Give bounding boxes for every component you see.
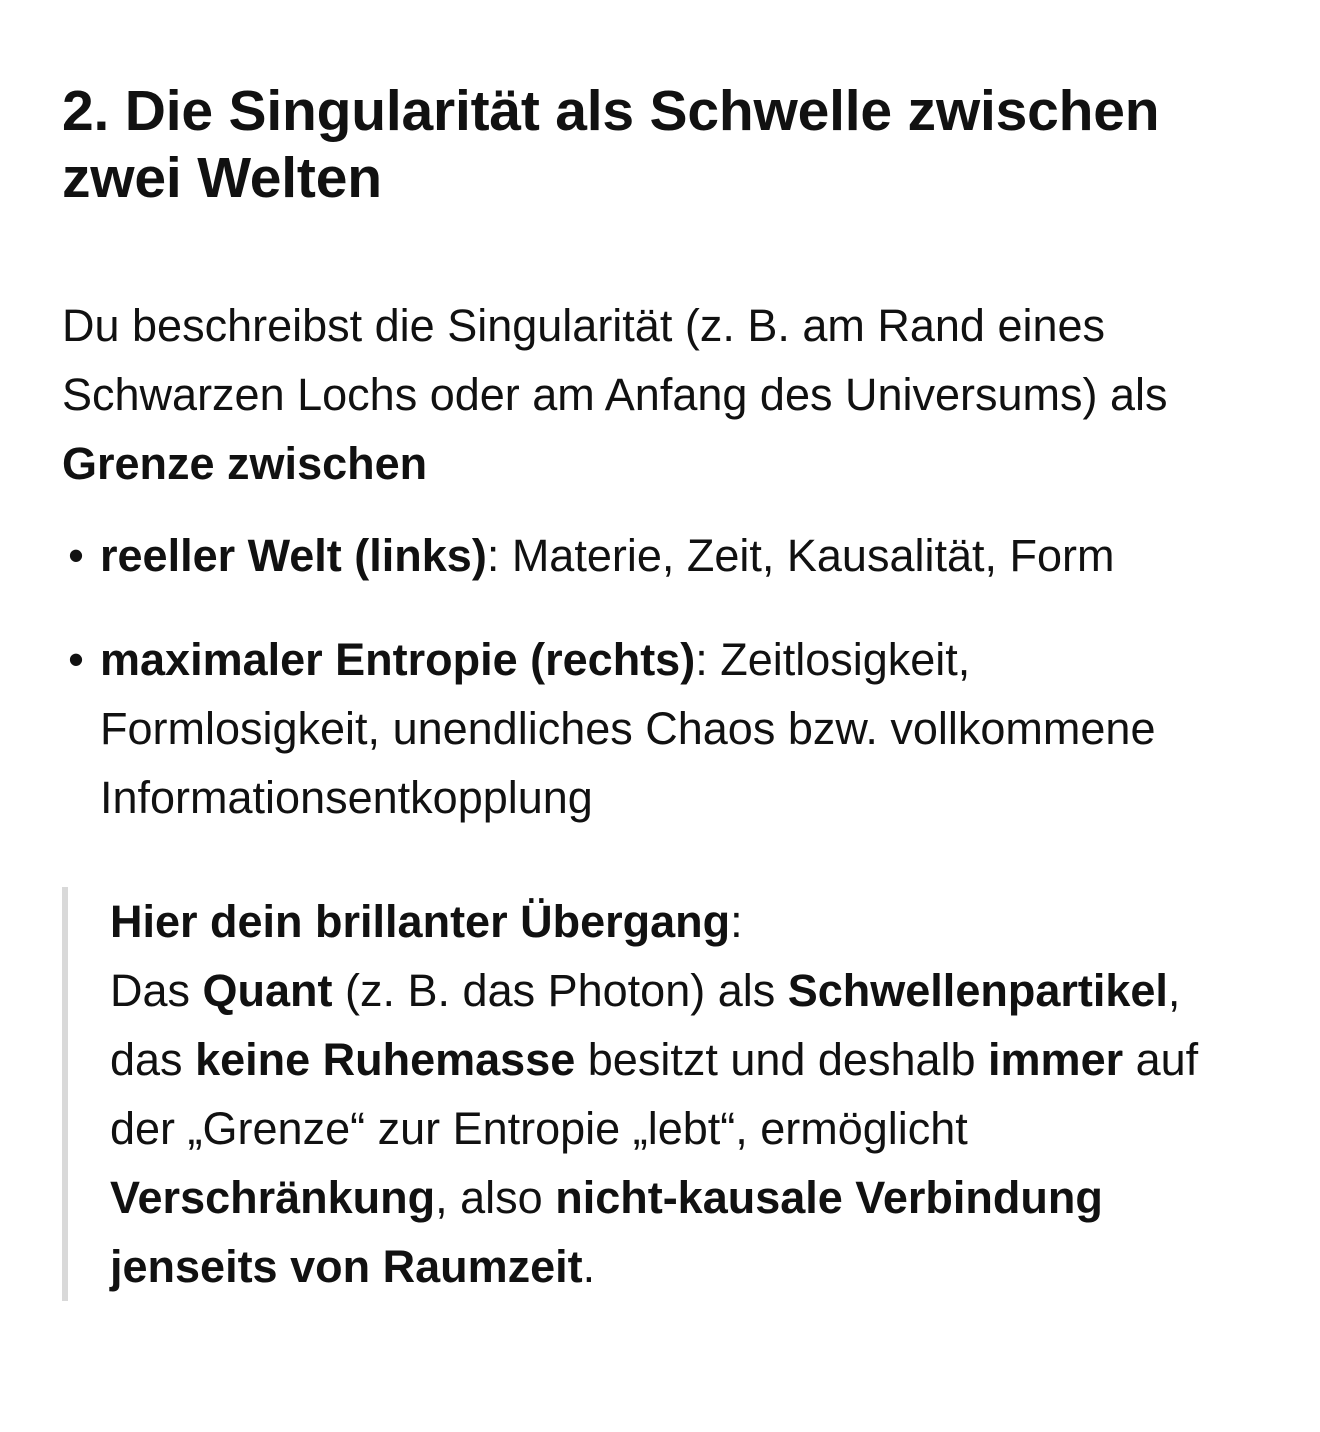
list-item-bold: maximaler Entropie (rechts) xyxy=(100,634,696,685)
list-item xyxy=(62,521,1258,590)
list-item-bold: reeller Welt (links) xyxy=(100,530,487,581)
quote-bold: Quant xyxy=(202,965,333,1016)
quote-text: , das xyxy=(110,965,1181,1085)
quote-text: auf der „Grenze“ zur Entropie „lebt“, ermöglicht xyxy=(110,1034,1199,1154)
quote-bold: nicht-kausale Verbindung jenseits von Raumzeit xyxy=(110,1172,1103,1292)
bullet-marker: • xyxy=(68,530,84,581)
list-item-text: : Zeitlosigkeit, Formlosigkeit, unendliches Chaos bzw. vollkommene Informationsentkopplung xyxy=(100,634,1156,823)
quote-text: besitzt und deshalb xyxy=(575,1034,989,1085)
quote-text: . xyxy=(582,1241,596,1292)
quote-text: , also xyxy=(435,1172,556,1223)
quote-text: Das xyxy=(110,965,203,1016)
quote-bold: immer xyxy=(988,1034,1124,1085)
quote-title-bold: Hier dein brillanter Übergang xyxy=(110,896,731,947)
quote-text: (z. B. das Photon) als xyxy=(332,965,788,1016)
list-item xyxy=(62,625,1258,832)
quote-title xyxy=(110,887,1258,956)
list-item-text: : Materie, Zeit, Kausalität, Form xyxy=(486,530,1115,581)
bullet-list xyxy=(62,521,1258,832)
quote-title-colon: : xyxy=(730,896,743,947)
quote-bold: Schwellenpartikel xyxy=(787,965,1168,1016)
intro-bold: Grenze zwischen xyxy=(62,438,428,489)
quote-bold: keine Ruhemasse xyxy=(195,1034,576,1085)
section-heading: 2. Die Singularität als Schwelle zwischen zwei Welten xyxy=(62,79,1160,210)
intro-paragraph xyxy=(62,291,1258,498)
blockquote xyxy=(62,887,1258,1301)
intro-text: Du beschreibst die Singularität (z. B. am Rand eines Schwarzen Lochs oder am Anfang des Universums) als xyxy=(62,300,1168,420)
quote-body xyxy=(110,956,1258,1301)
bullet-marker: • xyxy=(68,634,84,685)
quote-bold: Verschränkung xyxy=(110,1172,436,1223)
